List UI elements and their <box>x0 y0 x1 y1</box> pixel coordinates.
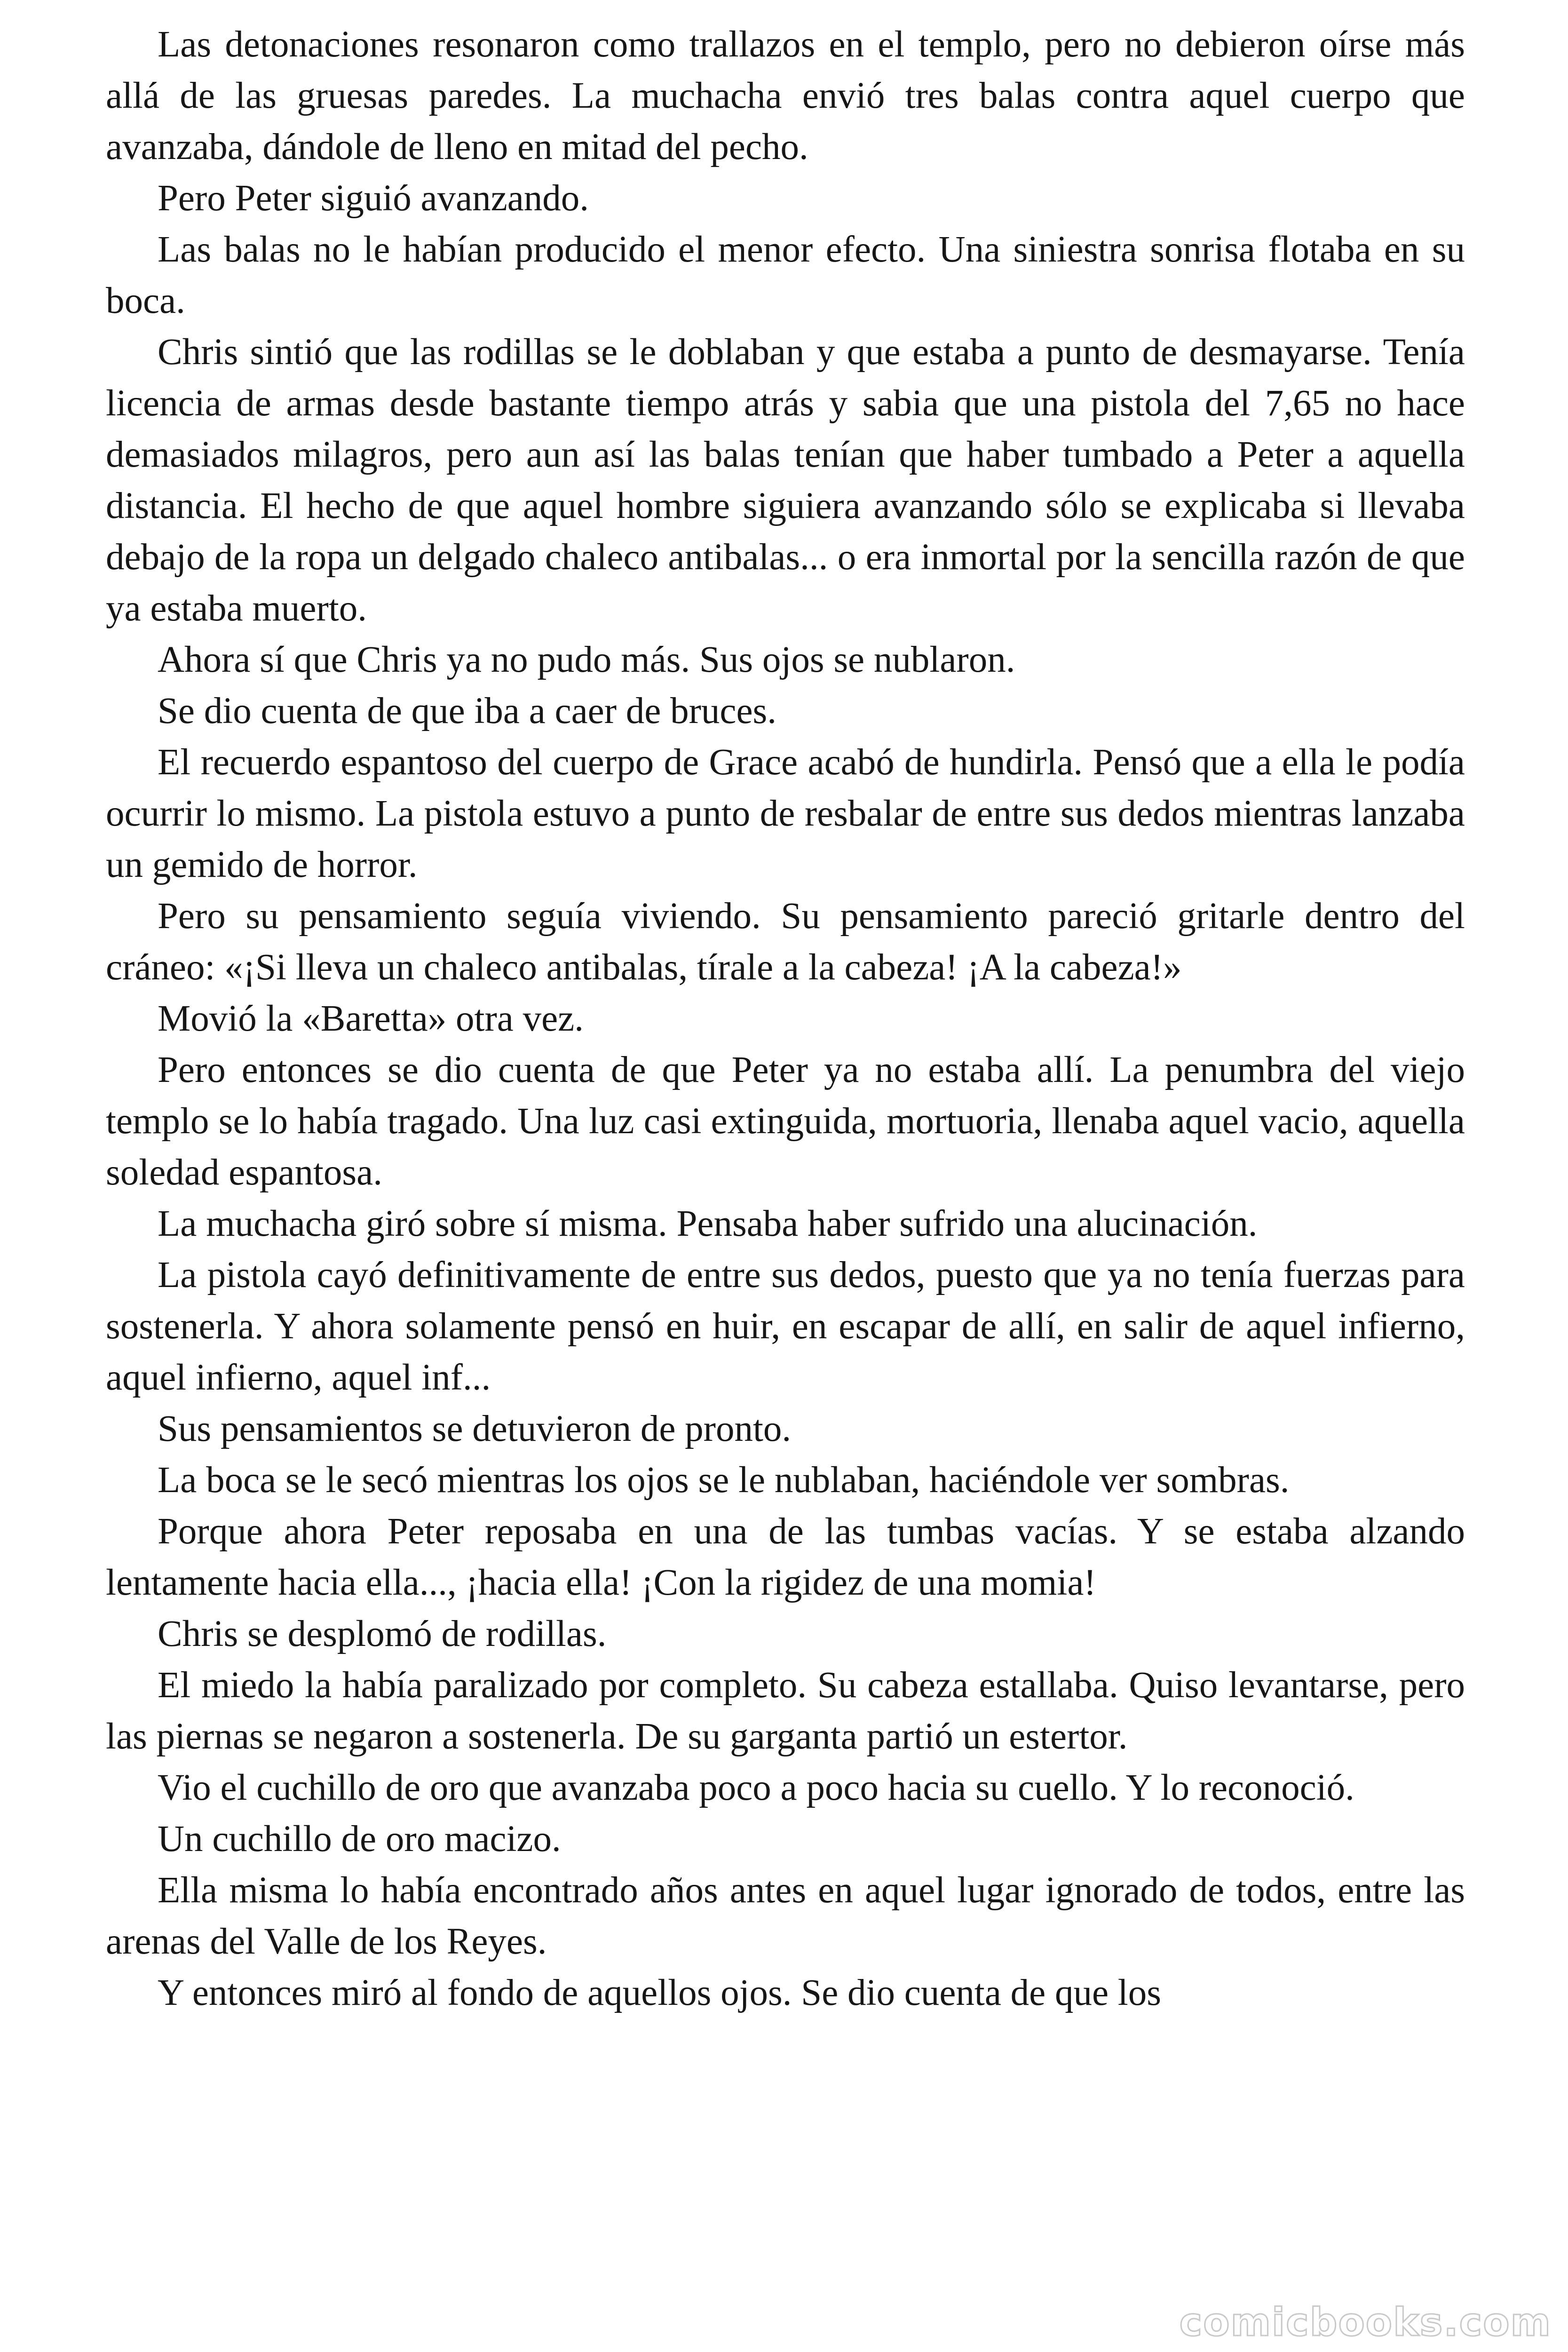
paragraph: Vio el cuchillo de oro que avanzaba poco a poco hacia su cuello. Y lo reconoció. <box>158 1767 1354 1808</box>
paragraph: Se dio cuenta de que iba a caer de bruces. <box>158 691 777 731</box>
paragraph: Porque ahora Peter reposaba en una de las tumbas vacías. Y se estaba alzando lentamente hacia ella..., ¡hacia ella! ¡Con la rigidez de una momia! <box>106 1511 1465 1603</box>
paragraph: La muchacha giró sobre sí misma. Pensaba haber sufrido una alucinación. <box>158 1203 1258 1244</box>
paragraph: Y entonces miró al fondo de aquellos ojos. Se dio cuenta de que los <box>158 1972 1161 2013</box>
page-body <box>106 19 1465 2018</box>
paragraph: El miedo la había paralizado por completo. Su cabeza estallaba. Quiso levantarse, pero las piernas se negaron a sostenerla. De su garganta partió un estertor. <box>106 1665 1465 1757</box>
paragraph: El recuerdo espantoso del cuerpo de Grace acabó de hundirla. Pensó que a ella le podía ocurrir lo mismo. La pistola estuvo a punto de resbalar de entre sus dedos mientras lanzaba un gemido de horror. <box>106 742 1465 885</box>
paragraph: Sus pensamientos se detuvieron de pronto. <box>158 1408 792 1449</box>
paragraph: Pero su pensamiento seguía viviendo. Su pensamiento pareció gritarle dentro del cráneo: «¡Si lleva un chaleco antibalas, tírale a la cabeza! ¡A la cabeza!» <box>106 896 1465 988</box>
paragraph: Ella misma lo había encontrado años antes en aquel lugar ignorado de todos, entre las arenas del Valle de los Reyes. <box>106 1870 1465 1962</box>
paragraph: Pero Peter siguió avanzando. <box>158 178 589 219</box>
paragraph: La boca se le secó mientras los ojos se le nublaban, haciéndole ver sombras. <box>158 1460 1290 1501</box>
paragraph: Pero entonces se dio cuenta de que Peter ya no estaba allí. La penumbra del viejo templo se lo había tragado. Una luz casi extinguida, mortuoria, llenaba aquel vacio, aquella soledad espantosa. <box>106 1049 1465 1193</box>
paragraph: Movió la «Baretta» otra vez. <box>158 998 584 1039</box>
paragraph: Chris se desplomó de rodillas. <box>158 1613 607 1654</box>
paragraph: Las detonaciones resonaron como trallazos en el templo, pero no debieron oírse más allá de las gruesas paredes. La muchacha envió tres balas contra aquel cuerpo que avanzaba, dándole de lleno en mitad del pecho. <box>106 24 1465 167</box>
paragraph: Ahora sí que Chris ya no pudo más. Sus ojos se nublaron. <box>158 639 1015 680</box>
watermark: comicbooks.com <box>1179 2300 1552 2345</box>
paragraph: Chris sintió que las rodillas se le doblaban y que estaba a punto de desmayarse. Tenía licencia de armas desde bastante tiempo atrás y sabia que una pistola del 7,65 no hace demasiados milagros, pero aun así las balas tenían que haber tumbado a Peter a aquella distancia. El hecho de que aquel hombre siguiera avanzando sólo se explicaba si llevaba debajo de la ropa un delgado chaleco antibalas... o era inmortal por la sencilla razón de que ya estaba muerto. <box>106 332 1465 629</box>
paragraph: Un cuchillo de oro macizo. <box>158 1819 561 1859</box>
paragraph: La pistola cayó definitivamente de entre sus dedos, puesto que ya no tenía fuerzas para sostenerla. Y ahora solamente pensó en huir, en escapar de allí, en salir de aquel infierno, aquel infierno, aquel inf... <box>106 1255 1465 1398</box>
paragraph: Las balas no le habían producido el menor efecto. Una siniestra sonrisa flotaba en su boca. <box>106 229 1465 321</box>
